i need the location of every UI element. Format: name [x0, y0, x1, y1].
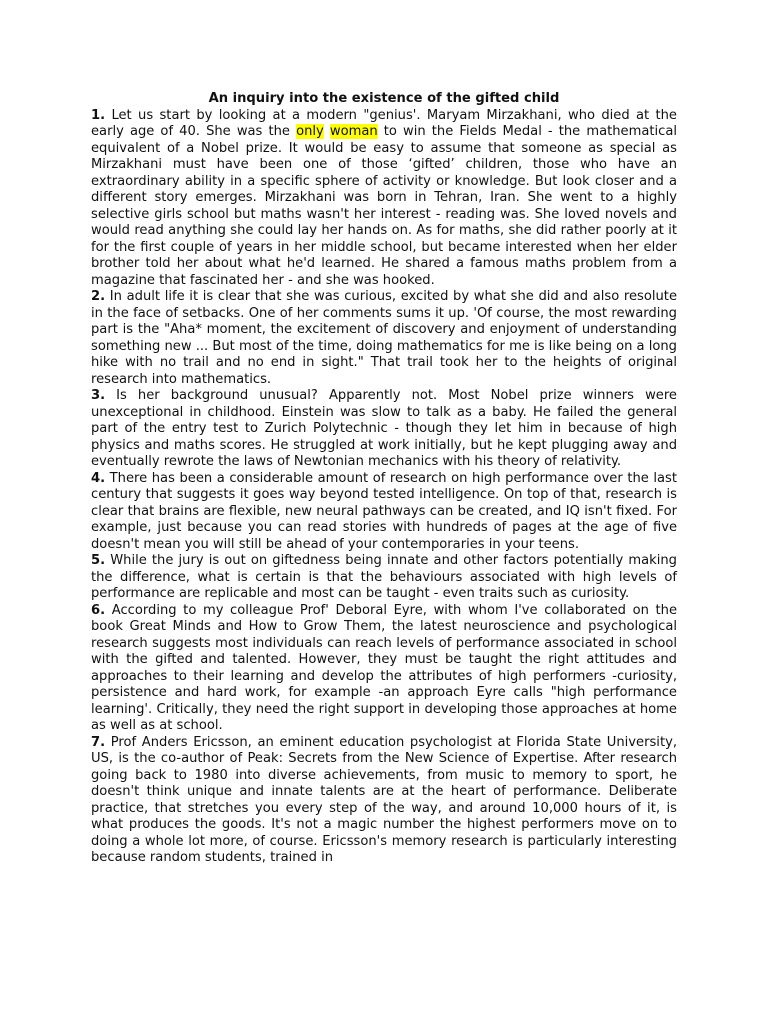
highlighted-word-woman: woman: [329, 124, 378, 139]
paragraph-number: 7.: [91, 734, 106, 750]
paragraph-text: to win the Fields Medal - the mathematical equivalent of a Nobel prize. It would be easy to assume that someone as special as Mirzakhani must have been one of those ‘gifted’ children, those who have an extraordinary ability in a specific sphere of activity or knowledge. But look closer and a different story emerges. Mirzakhani was born in Tehran, Iran. She went to a highly selective girls school but maths wasn't her interest - reading was. She loved novels and would read anything she could lay her hands on. As for maths, she did rather poorly at it for the first couple of years in her middle school, but became interested when her elder brother told her about what he'd learned. He shared a famous maths problem from a magazine that fascinated her - and she was hooked.: [91, 124, 678, 288]
paragraph-4: [91, 471, 677, 554]
paragraph-text-spacer: [324, 124, 330, 139]
paragraph-number: 2.: [91, 289, 106, 304]
paragraph-text: Let us start by looking at a modern "genius'. Maryam Mirzakhani, who died at the early age of 40. She was the: [91, 107, 677, 139]
highlighted-word-only: only: [296, 124, 324, 139]
paragraph-2: [91, 289, 677, 388]
paragraph-text: While the jury is out on giftedness being innate and other factors potentially making the difference, what is certain is that the behaviours associated with high levels of performance are replicable and most can be taught - even traits such as curiosity.: [91, 553, 677, 601]
paragraph-text: Is her background unusual? Apparently not. Most Nobel prize winners were unexceptional in childhood. Einstein was slow to talk as a baby. He failed the general part of the entry test to Zurich Polytechnic - though they let him in because of high physics and maths scores. He struggled at work initially, but he kept plugging away and eventually rewrote the laws of Newtonian mechanics with his theory of relativity.: [91, 388, 677, 469]
paragraph-text: Prof Anders Ericsson, an eminent education psychologist at Florida State University, US, is the co-author of Peak: Secrets from the New Science of Expertise. After research going back to 1980 into diverse achievements, from music to memory to sport, he doesn't think unique and innate talents are at the heart of performance. Deliberate practice, that stretches you every step of the way, and around 10,000 hours of it, is what produces the goods. It's not a magic number the highest performers move on to doing a whole lot more, of course. Ericsson's memory research is particularly interesting because random students, trained in: [91, 734, 677, 865]
paragraph-text: There has been a considerable amount of research on high performance over the last century that suggests it goes way beyond tested intelligence. On top of that, research is clear that brains are flexible, new neural pathways can be created, and IQ isn't fixed. For example, just because you can read stories with hundreds of pages at the age of five doesn't mean you will still be ahead of your contemporaries in your teens.: [91, 470, 677, 552]
document-title: An inquiry into the existence of the gifted child: [208, 91, 560, 106]
paragraph-6: [91, 603, 677, 735]
paragraph-number: 6.: [91, 602, 106, 618]
paragraph-5: [91, 553, 677, 603]
paragraph-text: In adult life it is clear that she was curious, excited by what she did and also resolute in the face of setbacks. One of her comments sums it up. 'Of course, the most rewarding part is the "Aha* moment, the excitement of discovery and enjoyment of understanding something new ... But most of the time, doing mathematics for me is like being on a long hike with no trail and no end in sight." That trail took her to the heights of original research into mathematics.: [91, 289, 677, 387]
paragraph-text: According to my colleague Prof' Deboral Eyre, with whom I've collaborated on the book Great Minds and How to Grow Them, the latest neuroscience and psychological research suggests most individuals can reach levels of performance associated in school with the gifted and talented. However, they must be taught the right attitudes and approaches to their learning and develop the attributes of high performers -curiosity, persistence and hard work, for example -an approach Eyre calls "high performance learning'. Critically, they need the right support in developing those approaches at home as well as at school.: [91, 602, 677, 733]
paragraph-number: 4.: [91, 470, 106, 486]
paragraph-7: [91, 735, 677, 867]
document-page: [91, 91, 677, 867]
paragraph-number: 5.: [91, 553, 106, 568]
paragraph-3: [91, 388, 677, 471]
paragraph-number: 1.: [91, 107, 106, 123]
paragraph-1: [91, 108, 677, 290]
paragraph-number: 3.: [91, 388, 106, 403]
